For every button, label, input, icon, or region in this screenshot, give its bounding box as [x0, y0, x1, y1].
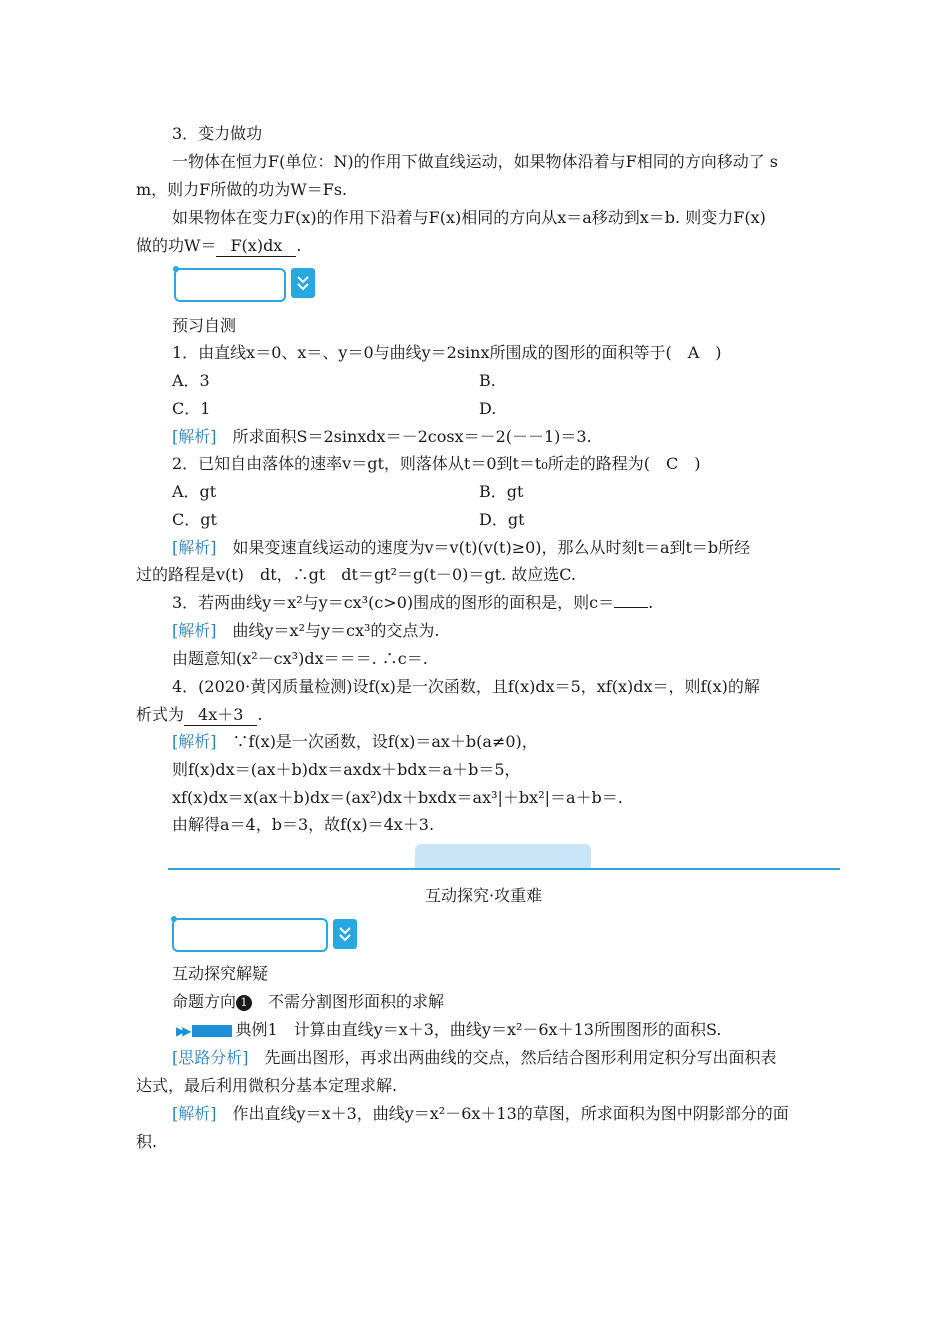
paragraph-line: 一物体在恒力F(单位：N)的作用下做直线运动，如果物体沿着与F相同的方向移动了 s — [172, 152, 778, 171]
option-d: D．gt — [479, 510, 525, 529]
analysis-line — [172, 732, 538, 752]
option-b: B. — [479, 371, 496, 390]
example-line — [176, 1020, 721, 1041]
analysis-text: 作出直线y＝x＋3，曲线y＝x²－6x＋13的草图，所求面积为图中阴影部分的面 — [216, 1104, 789, 1123]
option-d: D. — [479, 399, 497, 418]
analysis-line — [172, 427, 592, 447]
text: 命题方向 — [172, 992, 237, 1011]
analysis-text: 先画出图形，再求出两曲线的交点，然后结合图形利用定积分写出面积表 — [248, 1048, 777, 1067]
fill-blank-answer: 4x＋3 — [184, 705, 257, 726]
analysis-line — [172, 538, 750, 558]
analysis-line: 达式，最后利用微积分基本定理求解. — [136, 1076, 398, 1095]
example-text: 计算由直线y＝x＋3，曲线y＝x²－6x＋13所围图形的面积S. — [277, 1020, 722, 1039]
analysis-line: 由题意知(x²－cx³)dx＝＝＝. ∴c＝. — [172, 649, 428, 668]
text: . — [257, 705, 263, 724]
section-divider — [168, 868, 840, 870]
analysis-tag: [解析] — [172, 538, 217, 557]
section-heading: 预习自测 — [172, 316, 237, 335]
fast-forward-icon: ▶▶ — [176, 1024, 189, 1038]
dot-icon — [173, 266, 179, 272]
text: 3．若两曲线y＝x²与y＝cx³(c>0)围成的图形的面积是，则c＝ — [172, 593, 615, 612]
text: . — [648, 593, 654, 612]
analysis-line — [172, 1104, 789, 1124]
analysis-text: 曲线y＝x²与y＝cx³的交点为. — [216, 621, 440, 640]
text: 析式为 — [136, 705, 185, 724]
analysis-line — [172, 621, 440, 641]
option-a: A．gt — [172, 482, 217, 501]
section-title: 3．变力做功 — [172, 124, 263, 143]
question-stem: 2．已知自由落体的速率v＝gt，则落体从t＝0到t＝t₀所走的路程为( C ) — [172, 454, 701, 473]
question-stem: 4．(2020·黄冈质量检测)设f(x)是一次函数，且f(x)dx＝5，xf(x)dx＝，则f(x)的解 — [172, 677, 760, 696]
think-tag: [思路分析] — [172, 1048, 249, 1067]
section-band-tab — [415, 844, 591, 869]
example-label: 典例1 — [235, 1020, 278, 1039]
analysis-tag: [解析] — [172, 427, 217, 446]
paragraph-line: m，则力F所做的功为W＝Fs. — [136, 180, 348, 199]
section-label-box — [174, 268, 286, 302]
question-stem — [172, 593, 653, 613]
circled-number: 1 — [236, 995, 252, 1011]
analysis-tag: [解析] — [172, 1104, 217, 1123]
analysis-line: 积. — [136, 1132, 158, 1151]
analysis-text: 如果变速直线运动的速度为v＝v(t)(v(t)≥0)，那么从时刻t＝a到t＝b所经 — [216, 538, 751, 557]
double-chevron-down-icon — [291, 268, 315, 298]
paragraph-line: 如果物体在变力F(x)的作用下沿着与F(x)相同的方向从x＝a移动到x＝b. 则变力F(x) — [172, 208, 766, 227]
analysis-text: ∵f(x)是一次函数，设f(x)＝ax＋b(a≠0)， — [216, 732, 538, 751]
example-badge — [192, 1025, 232, 1037]
section-heading: 互动探究解疑 — [172, 964, 269, 983]
band-title: 互动探究·攻重难 — [425, 886, 543, 905]
option-b: B．gt — [479, 482, 524, 501]
double-chevron-down-icon — [333, 919, 357, 949]
paragraph-line — [136, 236, 301, 257]
question-stem: 1．由直线x＝0、x＝、y＝0与曲线y＝2sinx所围成的图形的面积等于( A ) — [172, 343, 722, 362]
option-c: C．1 — [172, 399, 211, 418]
text: . — [296, 236, 302, 255]
analysis-line: xf(x)dx＝x(ax＋b)dx＝(ax²)dx＋bxdx＝ax³|＋bx²|＝a＋b＝. — [172, 788, 623, 807]
analysis-line: 过的路程是v(t) dt，∴gt dt＝gt²＝g(t－0)＝gt. 故应选C. — [136, 565, 576, 584]
dot-icon — [171, 916, 177, 922]
direction-heading — [172, 992, 444, 1012]
text: 不需分割图形面积的求解 — [252, 992, 445, 1011]
analysis-text: 所求面积S＝2sinxdx＝－2cosx＝－2(－－1)＝3. — [216, 427, 592, 446]
text: 做的功W＝ — [136, 236, 217, 255]
analysis-line: 由解得a＝4，b＝3，故f(x)＝4x＋3. — [172, 815, 435, 834]
analysis-tag: [解析] — [172, 732, 217, 751]
option-a: A．3 — [172, 371, 210, 390]
option-c: C．gt — [172, 510, 217, 529]
fill-blank — [614, 593, 648, 608]
section-label-box — [172, 918, 328, 952]
question-stem — [136, 705, 263, 726]
fill-blank-answer: F(x)dx — [216, 236, 296, 257]
analysis-line — [172, 1048, 777, 1068]
analysis-line: 则f(x)dx＝(ax＋b)dx＝axdx＋bdx＝a＋b＝5， — [172, 760, 521, 779]
analysis-tag: [解析] — [172, 621, 217, 640]
